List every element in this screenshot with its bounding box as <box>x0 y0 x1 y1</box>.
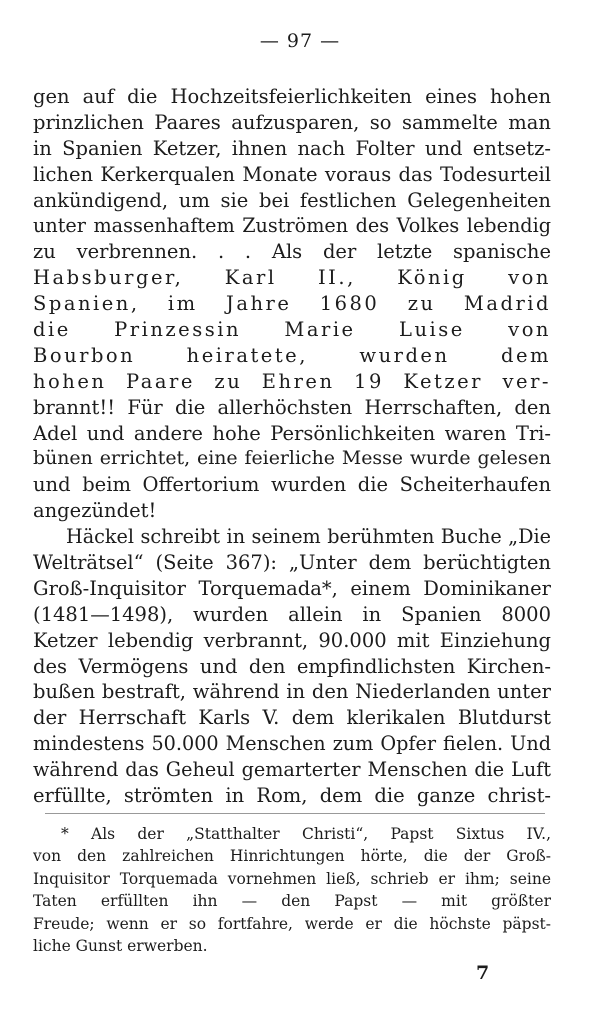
text-line: in Spanien Ketzer, ihnen nach Folter und entsetz- <box>33 136 551 160</box>
footnote-line: * Als der „Statthalter Christi“, Papst Sixtus IV., <box>61 825 551 843</box>
text-line: während das Geheul gemarterter Menschen die Luft <box>33 758 551 782</box>
text-line-spaced: hohen Paare zu Ehren 19 Ketzer ver- <box>33 369 551 393</box>
footnote <box>33 823 551 957</box>
text-line: angezündet! <box>33 499 157 523</box>
text-line: erfüllte, strömten in Rom, dem die ganze christ- <box>33 784 551 808</box>
text-line: und beim Offertorium wurden die Scheiterhaufen <box>33 473 551 497</box>
text-line: der Herrschaft Karls V. dem klerikalen Blutdurst <box>33 706 551 730</box>
text-line: bünen errichtet, eine feierliche Messe wurde gelesen <box>33 447 551 470</box>
text-line: Welträtsel“ (Seite 367): „Unter dem berüchtigten <box>33 551 551 575</box>
signature-mark: 7 <box>476 962 490 984</box>
text-line: brannt!! Für die allerhöchsten Herrschaften, den <box>33 395 551 419</box>
text-line: Ketzer lebendig verbrannt, 90.000 mit Einziehung <box>33 628 551 652</box>
footnote-line: liche Gunst erwerben. <box>33 936 208 955</box>
footnote-line: Taten erfüllten ihn — den Papst — mit größter <box>33 892 551 911</box>
page-number: — 97 — <box>259 30 341 52</box>
text-line-spaced: die Prinzessin Marie Luise von <box>33 318 551 342</box>
text-line: Groß-Inquisitor Torquemada*, einem Dominikaner <box>33 576 551 600</box>
text-line-spaced: Bourbon heiratete, wurden dem <box>33 343 551 367</box>
text-line: prinzlichen Paares aufzusparen, so sammelte man <box>33 110 551 134</box>
text-line: Adel und andere hohe Persönlichkeiten waren Tri- <box>33 421 551 445</box>
text-line: des Vermögens und den empfindlichsten Kirchen- <box>33 654 551 678</box>
footnote-line: Inquisitor Torquemada vornehmen ließ, schrieb er ihm; seine <box>33 869 551 888</box>
text-line-spaced: Spanien, im Jahre 1680 zu Madrid <box>33 292 551 316</box>
text-line: gen auf die Hochzeitsfeierlichkeiten eines hohen <box>33 85 551 108</box>
text-line: lichen Kerkerqualen Monate voraus das Todesurteil <box>33 162 551 186</box>
text-line: zu verbrennen. . . Als der letzte spanische <box>33 240 551 264</box>
text-line: ankündigend, um sie bei festlichen Gelegenheiten <box>33 188 551 212</box>
text-line: Häckel schreibt in seinem berühmten Buche „Die <box>66 525 551 549</box>
footnote-line: von den zahlreichen Hinrichtungen hörte, die der Groß- <box>33 847 551 866</box>
text-line: unter massenhaftem Zuströmen des Volkes lebendig <box>33 214 551 238</box>
text-line: mindestens 50.000 Menschen zum Opfer fielen. Und <box>33 732 551 756</box>
text-line-spaced: Habsburger, Karl II., König von <box>33 266 551 290</box>
footnote-line: Freude; wenn er so fortfahre, werde er die höchste päpst- <box>33 914 551 933</box>
text-line: bußen bestraft, während in den Niederlanden unter <box>33 680 551 704</box>
text-line: (1481—1498), wurden allein in Spanien 8000 <box>33 602 551 626</box>
footnote-divider <box>45 813 545 814</box>
body-text <box>33 84 551 809</box>
